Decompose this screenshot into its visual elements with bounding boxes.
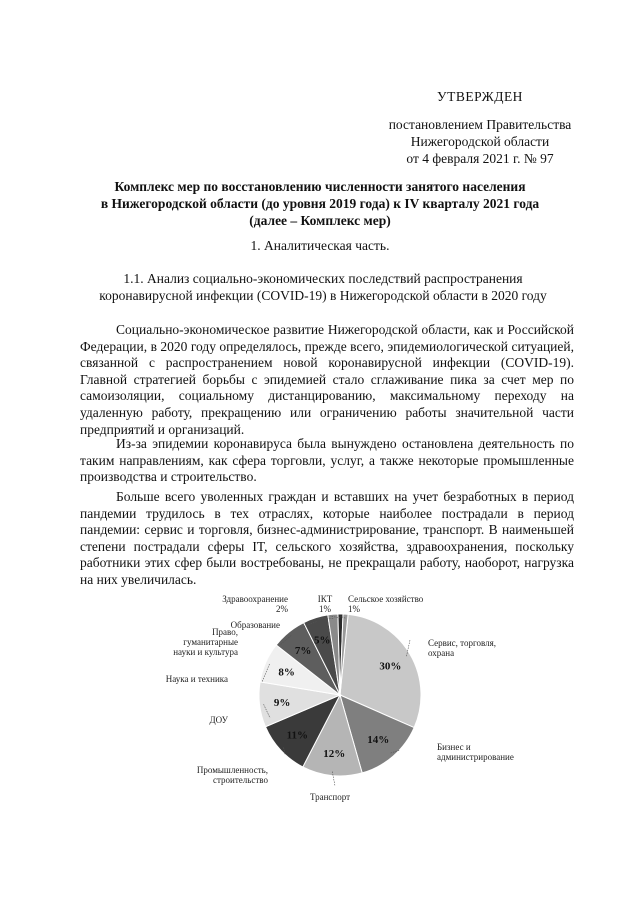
document-title [80, 178, 560, 229]
title-line: в Нижегородской области (до уровня 2019 года) к IV кварталу 2021 года [100, 196, 540, 211]
slice-category-label: Здравоохранение 2% [222, 594, 288, 614]
subsection-heading [86, 270, 560, 304]
paragraph: Из-за эпидемии коронавируса была вынуждено остановлена деятельность по таким направлениям, как сфера торговли, услуг, а также некоторые промышленные производства и строительство. [80, 436, 574, 485]
approval-title: УТВЕРЖДЕН [437, 89, 523, 104]
slice-percent-label: 5% [314, 634, 331, 647]
approval-line: Нижегородской области [410, 134, 550, 149]
paragraph: Социально-экономическое развитие Нижегородской области, как и Российской Федерации, в 2020 году определялось, прежде всего, эпидемиологической ситуацией, связанной с распространением новой коронавирусной инфекции (COVID-19). Главной стратегией борьбы с эпидемией стало сглаживание пика за счет мер по самоизоляции, социальному дистанцированию, максимальному переходу на удаленную работу, прекращению или ограничению работы значительной части предприятий и организаций. [80, 322, 574, 437]
subsection-line: 1.1. Анализ социально-экономических последствий распространения [123, 271, 523, 286]
slice-category-label: Сервис, торговля, охрана [428, 638, 496, 658]
slice-percent-label: 8% [278, 666, 295, 679]
approval-line: от 4 февраля 2021 г. № 97 [406, 151, 554, 166]
slice-category-label: Наука и техника [165, 674, 228, 684]
title-line: (далее – Комплекс мер) [249, 213, 391, 228]
slice-percent-label: 11% [286, 729, 309, 742]
slice-category-label: Промышленность, строительство [196, 765, 268, 785]
approval-block [360, 116, 600, 167]
slice-category-label: ДОУ [209, 715, 228, 725]
slice-category-label: Образование [230, 620, 280, 630]
slice-category-label: Право, гуманитарные науки и культура [173, 627, 238, 657]
slice-percent-label: 12% [323, 748, 346, 760]
section-heading: 1. Аналитическая часть. [250, 238, 390, 253]
pie-chart [150, 590, 520, 815]
paragraph: Больше всего уволенных граждан и вставших на учет безработных в период пандемии трудилось в тех отраслях, которые наиболее пострадали в период пандемии: сервис и торговля, бизнес-администрирование, транспорт. В наименьшей степени пострадали сферы IT, сельского хозяйства, здравоохранения, поскольку работники этих сфер были востребованы, не прекращали работу, наоборот, нагрузка на них увеличилась. [80, 489, 574, 587]
subsection-line: коронавирусной инфекции (COVID-19) в Нижегородской области в 2020 году [99, 288, 547, 303]
title-line: Комплекс мер по восстановлению численности занятого населения [114, 179, 526, 194]
slice-category-label: Бизнес и администрирование [437, 742, 514, 762]
slice-category-label: Транспорт [309, 792, 351, 802]
approval-line: постановлением Правительства [388, 117, 572, 132]
slice-percent-label: 14% [367, 734, 390, 746]
slice-percent-label: 7% [294, 644, 312, 657]
slice-category-label: Сельское хозяйство 1% [348, 594, 424, 614]
slice-percent-label: 9% [273, 697, 291, 709]
slice-percent-label: 30% [379, 660, 402, 673]
slice-category-label: IКТ 1% [317, 594, 333, 614]
